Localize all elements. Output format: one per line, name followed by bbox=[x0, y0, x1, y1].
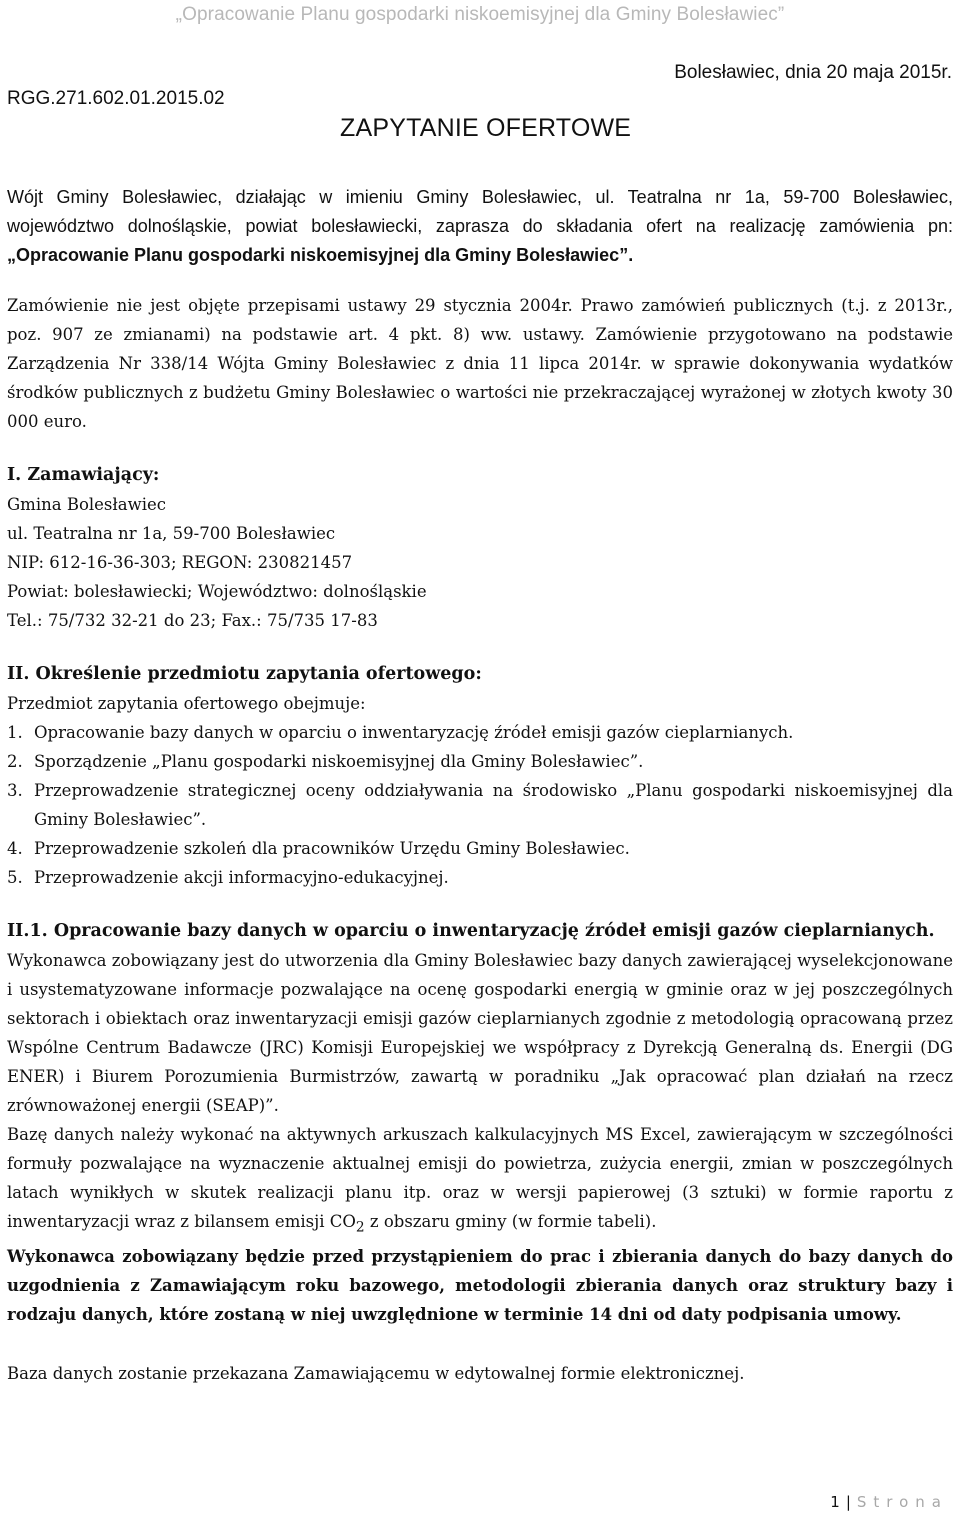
intro-paragraph bbox=[7, 183, 953, 270]
document-body bbox=[7, 183, 953, 1388]
section-database bbox=[7, 917, 953, 1388]
ordering-party-line: NIP: 612-16-36-303; REGON: 230821457 bbox=[7, 553, 353, 572]
section-2-lead: Przedmiot zapytania ofertowego obejmuje: bbox=[7, 694, 366, 713]
ordering-party-details bbox=[7, 490, 953, 635]
ordering-party-line: Tel.: 75/732 32-21 do 23; Fax.: 75/735 17-83 bbox=[7, 611, 378, 630]
section-ordering-party bbox=[7, 461, 953, 635]
ordering-party-line: ul. Teatralna nr 1a, 59-700 Bolesławiec bbox=[7, 524, 336, 543]
database-delivery-note: Baza danych zostanie przekazana Zamawiającemu w edytowalnej formie elektronicznej. bbox=[7, 1364, 745, 1384]
list-item bbox=[7, 834, 953, 863]
contractor-obligation: Wykonawca zobowiązany będzie przed przystąpieniem do prac i zbierania danych do bazy danych do uzgodnienia z Zamawiającym roku bazowego, metodologii zbierania danych oraz struktury bazy i rodzaju danych, które zostaną w niej uwzględnione w terminie 14 dni od daty podpisania umowy. bbox=[7, 1247, 953, 1325]
list-item bbox=[7, 776, 953, 834]
list-item-text: Przeprowadzenie szkoleń dla pracowników Urzędu Gminy Bolesławiec. bbox=[34, 839, 630, 858]
list-item-number: 1. bbox=[7, 723, 23, 742]
list-item-text: Sporządzenie „Planu gospodarki niskoemisyjnej dla Gminy Bolesławiec”. bbox=[34, 752, 644, 771]
section-2-title: II. Określenie przedmiotu zapytania ofertowego: bbox=[7, 664, 482, 684]
list-item-text: Opracowanie bazy danych w oparciu o inwentaryzację źródeł emisji gazów cieplarnianych. bbox=[34, 723, 794, 742]
list-item bbox=[7, 747, 953, 776]
database-paragraph-2 bbox=[7, 1120, 953, 1242]
page-number: 1 bbox=[830, 1493, 840, 1511]
list-item-text: Przeprowadzenie akcji informacyjno-edukacyjnej. bbox=[34, 868, 449, 887]
list-item bbox=[7, 718, 953, 747]
intro-text: Wójt Gminy Bolesławiec, działając w imieniu Gminy Bolesławiec, ul. Teatralna nr 1a, 59-700 Bolesławiec, województwo dolnośląskie, powiat bolesławiecki, zaprasza do składania ofert na realizację zamówienia pn: bbox=[7, 187, 953, 236]
place-date: Bolesławiec, dnia 20 maja 2015r. bbox=[674, 62, 952, 83]
subject-list bbox=[7, 718, 953, 892]
running-header: „Opracowanie Planu gospodarki niskoemisyjnej dla Gminy Bolesławiec” bbox=[175, 4, 785, 25]
document-title: ZAPYTANIE OFERTOWE bbox=[340, 114, 632, 142]
list-item-number: 2. bbox=[7, 752, 23, 771]
database-paragraph-2-end: z obszaru gminy (w formie tabeli). bbox=[364, 1212, 657, 1231]
legal-note: Zamówienie nie jest objęte przepisami ustawy 29 stycznia 2004r. Prawo zamówień publicznych (t.j. z 2013r., poz. 907 ze zmianami) na podstawie art. 4 pkt. 8) ww. ustawy. Zamówienie przygotowano na podstawie Zarządzenia Nr 338/14 Wójta Gminy Bolesławiec z dnia 11 lipca 2014r. w sprawie dokonywania wydatków środków publicznych z budżetu Gminy Bolesławiec o wartości nie przekraczającej wyrażonej w złotych kwoty 30 000 euro. bbox=[7, 296, 953, 431]
section-subject bbox=[7, 660, 953, 892]
page-word: Strona bbox=[856, 1493, 948, 1511]
list-item-number: 4. bbox=[7, 839, 23, 858]
list-item-number: 5. bbox=[7, 868, 23, 887]
list-item-text: Przeprowadzenie strategicznej oceny oddziaływania na środowisko „Planu gospodarki niskoemisyjnej dla Gminy Bolesławiec”. bbox=[34, 781, 953, 829]
list-item-number: 3. bbox=[7, 781, 23, 800]
reference-number: RGG.271.602.01.2015.02 bbox=[7, 88, 225, 109]
footer-separator: | bbox=[845, 1493, 851, 1511]
ordering-party-line: Gmina Bolesławiec bbox=[7, 495, 166, 514]
section-1-title: I. Zamawiający: bbox=[7, 465, 160, 485]
page-footer bbox=[830, 1493, 948, 1511]
co2-subscript: 2 bbox=[355, 1219, 365, 1236]
list-item bbox=[7, 863, 953, 892]
section-2-1-title: II.1. Opracowanie bazy danych w oparciu o inwentaryzację źródeł emisji gazów cieplarnianych. bbox=[7, 921, 935, 941]
database-paragraph-2-text: Bazę danych należy wykonać na aktywnych arkuszach kalkulacyjnych MS Excel, zawierającym w szczególności formuły pozwalające na wyznaczenie aktualnej emisji do powietrza, zużycia energii, zmian w poszczególnych latach wynikłych w skutek realizacji planu itp. oraz w wersji papierowej (3 sztuki) w formie raportu z inwentaryzacji wraz z bilansem emisji CO bbox=[7, 1125, 953, 1231]
database-paragraph-1: Wykonawca zobowiązany jest do utworzenia dla Gminy Bolesławiec bazy danych zawierającej wyselekcjonowane i usystematyzowane informacje pozwalające na ocenę gospodarki energią w gminie oraz w jej poszczególnych sektorach i obiektach oraz inwentaryzacji emisji gazów cieplarnianych zgodnie z metodologią opracowaną przez Wspólne Centrum Badawcze (JRC) Komisji Europejskiej we współpracy z Dyrekcją Generalną ds. Energii (DG ENER) i Biurem Porozumienia Burmistrzów, zawartą w poradniku „Jak opracować plan działań na rzecz zrównoważonej energii (SEAP)”. bbox=[7, 951, 953, 1115]
ordering-party-line: Powiat: bolesławiecki; Województwo: dolnośląskie bbox=[7, 582, 427, 601]
project-name: „Opracowanie Planu gospodarki niskoemisyjnej dla Gminy Bolesławiec”. bbox=[7, 245, 634, 265]
